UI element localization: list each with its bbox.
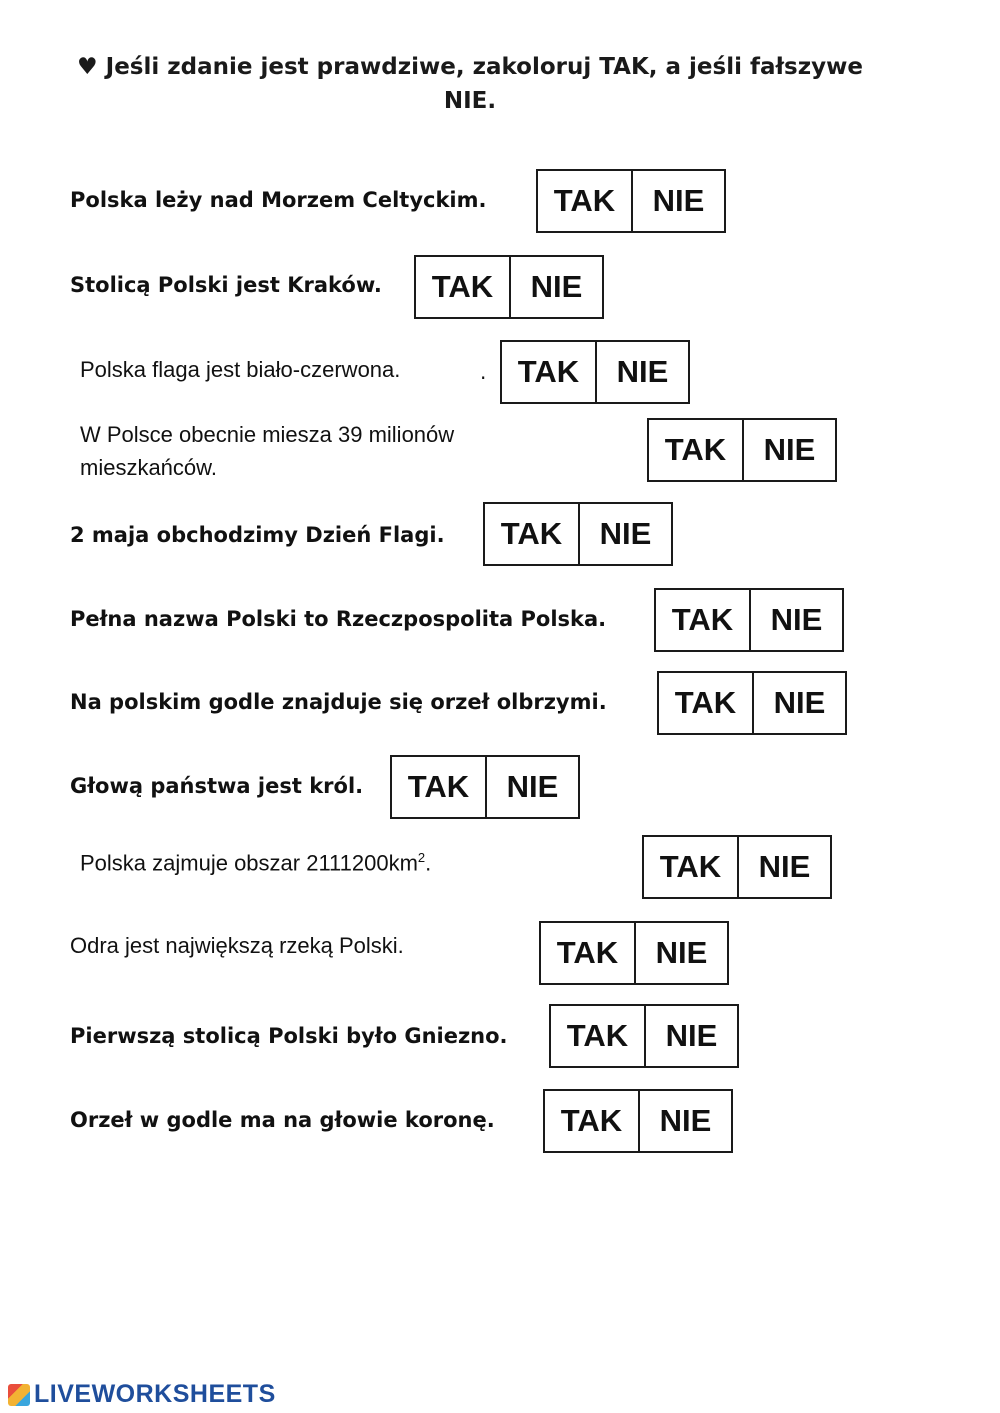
tak-option[interactable]: TAK (560, 1103, 623, 1138)
answer-box-3 (500, 340, 690, 404)
nie-option[interactable]: NIE (742, 420, 835, 480)
statement-1: Polska leży nad Morzem Celtyckim. (70, 188, 487, 212)
statement-10: Odra jest największą rzeką Polski. (70, 933, 404, 958)
heart-icon: ♥ (77, 54, 98, 80)
statement-9 (80, 850, 431, 876)
nie-option[interactable]: NIE (595, 342, 688, 402)
nie-option[interactable]: NIE (749, 590, 842, 650)
statement-11: Pierwszą stolicą Polski było Gniezno. (70, 1024, 508, 1048)
nie-option[interactable]: NIE (485, 757, 578, 817)
statement-2: Stolicą Polski jest Kraków. (70, 273, 382, 297)
tak-option[interactable]: TAK (407, 769, 470, 804)
tak-option[interactable]: TAK (664, 432, 727, 467)
statement-7: Na polskim godle znajduje się orzeł olbrzymi. (70, 690, 607, 714)
nie-option[interactable]: NIE (631, 171, 724, 231)
tak-option[interactable]: TAK (431, 269, 494, 304)
nie-option[interactable]: NIE (737, 837, 830, 897)
liveworksheets-logo-icon (8, 1384, 30, 1406)
nie-option[interactable]: NIE (638, 1091, 731, 1151)
stray-mark: . (480, 360, 487, 384)
answer-box-9 (642, 835, 832, 899)
nie-option[interactable]: NIE (578, 504, 671, 564)
answer-box-12 (543, 1089, 733, 1153)
tak-option[interactable]: TAK (553, 183, 616, 218)
answer-box-6 (654, 588, 844, 652)
answer-box-8 (390, 755, 580, 819)
answer-box-7 (657, 671, 847, 735)
tak-option[interactable]: TAK (556, 935, 619, 970)
statement-12: Orzeł w godle ma na głowie koronę. (70, 1108, 495, 1132)
answer-box-5 (483, 502, 673, 566)
statement-6: Pełna nazwa Polski to Rzeczpospolita Polska. (70, 607, 607, 631)
statement-9-text: Polska zajmuje obszar 2111200km (80, 850, 418, 876)
nie-option[interactable]: NIE (509, 257, 602, 317)
tak-option[interactable]: TAK (671, 602, 734, 637)
tak-option[interactable]: TAK (674, 685, 737, 720)
statement-8: Głową państwa jest król. (70, 774, 364, 798)
answer-box-2 (414, 255, 604, 319)
tak-option[interactable]: TAK (659, 849, 722, 884)
statement-3: Polska flaga jest biało-czerwona. (80, 357, 401, 382)
tak-option[interactable]: TAK (517, 354, 580, 389)
nie-option[interactable]: NIE (644, 1006, 737, 1066)
instruction-text: Jeśli zdanie jest prawdziwe, zakoloruj TAK, a jeśli fałszywe NIE. (105, 54, 863, 114)
answer-box-11 (549, 1004, 739, 1068)
statement-4: W Polsce obecnie miesza 39 milionów mieszkańców. (80, 422, 455, 480)
nie-option[interactable]: NIE (634, 923, 727, 983)
statement-5: 2 maja obchodzimy Dzień Flagi. (70, 523, 445, 547)
statement-9-end: . (425, 850, 432, 876)
tak-option[interactable]: TAK (500, 516, 563, 551)
superscript: 2 (417, 850, 426, 865)
tak-option[interactable]: TAK (566, 1018, 629, 1053)
answer-box-1 (536, 169, 726, 233)
nie-option[interactable]: NIE (752, 673, 845, 733)
footer-logo (8, 1380, 276, 1409)
brand-name: LIVEWORKSHEETS (34, 1380, 276, 1408)
answer-box-10 (539, 921, 729, 985)
instruction (70, 50, 870, 118)
answer-box-4 (647, 418, 837, 482)
